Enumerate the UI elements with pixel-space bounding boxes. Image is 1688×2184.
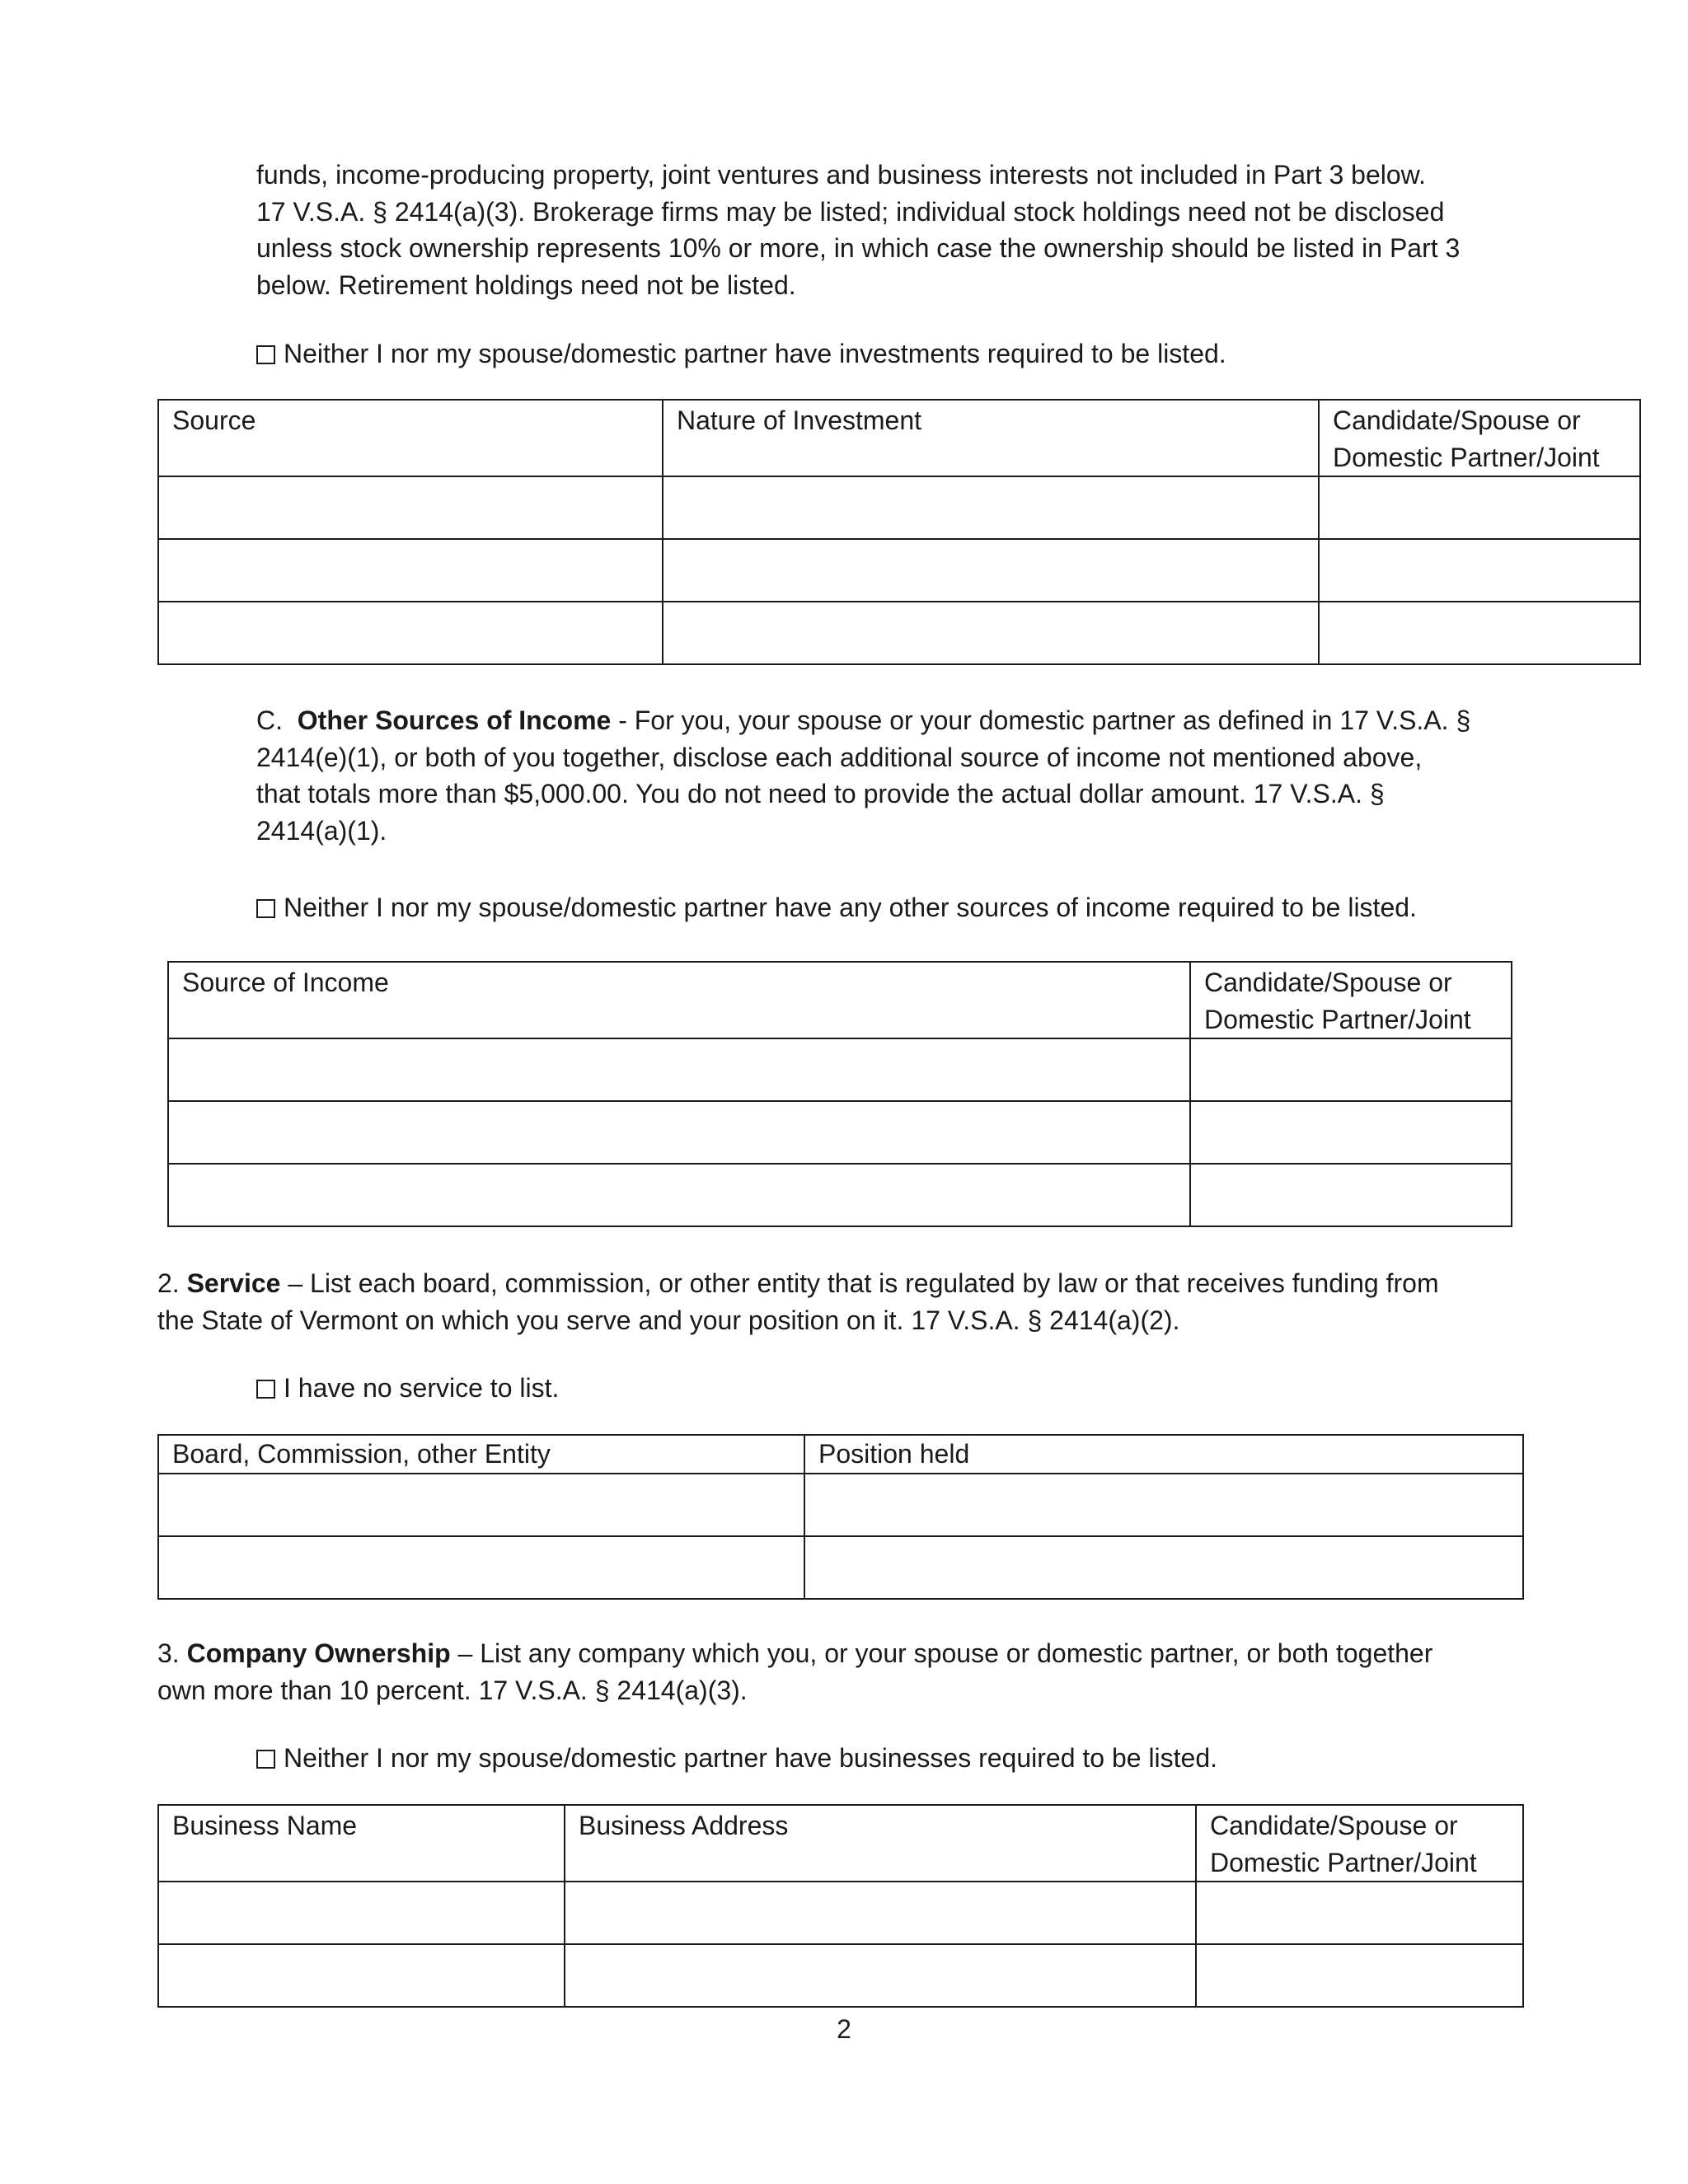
table-row xyxy=(158,1474,1523,1536)
table-cell[interactable] xyxy=(1196,1882,1523,1944)
table-cell[interactable] xyxy=(663,602,1319,664)
checkbox-icon[interactable] xyxy=(256,345,275,364)
investments-none-label: Neither I nor my spouse/domestic partner have investments required to be listed. xyxy=(284,339,1226,368)
investments-none-option[interactable] xyxy=(256,335,1226,372)
header-board-commission: Board, Commission, other Entity xyxy=(158,1435,804,1474)
table-row xyxy=(158,1536,1523,1599)
other-income-none-option[interactable] xyxy=(256,889,1417,926)
header-business-address: Business Address xyxy=(565,1805,1196,1882)
company-ownership-heading: Company Ownership xyxy=(186,1638,451,1668)
checkbox-icon[interactable] xyxy=(256,1750,275,1769)
table-header-row xyxy=(158,1805,1523,1882)
investments-intro xyxy=(256,157,1460,303)
company-ownership-prefix: 3. xyxy=(157,1638,187,1668)
table-cell[interactable] xyxy=(158,1944,565,2007)
other-income-prefix: C. xyxy=(256,705,298,735)
table-cell[interactable] xyxy=(168,1101,1190,1164)
header-business-name: Business Name xyxy=(158,1805,565,1882)
page-number: 2 xyxy=(837,2014,851,2044)
checkbox-icon[interactable] xyxy=(256,1380,275,1399)
other-income-intro-line-1 xyxy=(256,702,1470,739)
other-income-none-label: Neither I nor my spouse/domestic partner have any other sources of income required to be listed. xyxy=(284,893,1417,922)
service-intro xyxy=(157,1265,1439,1338)
other-income-heading: Other Sources of Income xyxy=(297,705,612,735)
table-row xyxy=(158,602,1640,664)
table-cell[interactable] xyxy=(168,1038,1190,1101)
other-income-intro-line-4: 2414(a)(1). xyxy=(256,815,387,846)
investments-intro-line-1: funds, income-producing property, joint ventures and business interests not included in Part 3 below. xyxy=(256,160,1426,190)
table-cell[interactable] xyxy=(1190,1038,1512,1101)
table-cell[interactable] xyxy=(1319,539,1640,602)
table-row xyxy=(168,1038,1512,1101)
header-source-of-income: Source of Income xyxy=(168,962,1190,1038)
investments-intro-line-4: below. Retirement holdings need not be listed. xyxy=(256,269,796,300)
table-cell[interactable] xyxy=(565,1882,1196,1944)
investments-intro-line-3: unless stock ownership represents 10% or more, in which case the ownership should be listed in Part 3 xyxy=(256,233,1461,263)
table-cell[interactable] xyxy=(1319,602,1640,664)
company-ownership-none-option[interactable] xyxy=(256,1740,1217,1776)
other-income-intro-line-3: that totals more than $5,000.00. You do not need to provide the actual dollar amount. 17 V.S.A. § xyxy=(256,779,1385,808)
header-source: Source xyxy=(158,400,663,476)
table-header-row xyxy=(168,962,1512,1038)
header-position-held: Position held xyxy=(804,1435,1523,1474)
header-candidate-spouse: Candidate/Spouse or Domestic Partner/Joint xyxy=(1196,1805,1523,1882)
table-cell[interactable] xyxy=(158,602,663,664)
company-ownership-table xyxy=(157,1804,1524,2008)
company-ownership-intro xyxy=(157,1635,1432,1708)
table-row xyxy=(158,539,1640,602)
table-cell[interactable] xyxy=(168,1164,1190,1226)
company-ownership-intro-line-1 xyxy=(157,1635,1432,1672)
table-row xyxy=(158,476,1640,539)
service-none-option[interactable] xyxy=(256,1370,559,1406)
service-prefix: 2. xyxy=(157,1268,187,1298)
table-cell[interactable] xyxy=(663,539,1319,602)
investments-table xyxy=(157,399,1641,665)
table-row xyxy=(158,1882,1523,1944)
table-cell[interactable] xyxy=(1190,1101,1512,1164)
other-income-intro-line-2: 2414(e)(1), or both of you together, disclose each additional source of income not mentioned above, xyxy=(256,742,1423,772)
header-nature-of-investment: Nature of Investment xyxy=(663,400,1319,476)
header-candidate-spouse: Candidate/Spouse or Domestic Partner/Joint xyxy=(1319,400,1640,476)
table-cell[interactable] xyxy=(158,1882,565,1944)
table-cell[interactable] xyxy=(663,476,1319,539)
company-ownership-none-label: Neither I nor my spouse/domestic partner have businesses required to be listed. xyxy=(284,1743,1218,1773)
service-heading: Service xyxy=(186,1268,281,1298)
table-cell[interactable] xyxy=(1319,476,1640,539)
other-income-intro-text: - For you, your spouse or your domestic partner as defined in 17 V.S.A. § xyxy=(611,705,1471,735)
table-row xyxy=(168,1101,1512,1164)
service-table xyxy=(157,1434,1524,1600)
table-cell[interactable] xyxy=(565,1944,1196,2007)
checkbox-icon[interactable] xyxy=(256,899,275,918)
service-intro-line-1 xyxy=(157,1265,1439,1302)
table-cell[interactable] xyxy=(1196,1944,1523,2007)
header-candidate-spouse: Candidate/Spouse or Domestic Partner/Joint xyxy=(1190,962,1512,1038)
table-cell[interactable] xyxy=(1190,1164,1512,1226)
table-row xyxy=(158,1944,1523,2007)
service-intro-text: – List each board, commission, or other entity that is regulated by law or that receives funding from xyxy=(280,1268,1439,1298)
table-row xyxy=(168,1164,1512,1226)
table-cell[interactable] xyxy=(158,1474,804,1536)
service-intro-line-2: the State of Vermont on which you serve and your position on it. 17 V.S.A. § 2414(a)(2). xyxy=(157,1305,1180,1335)
table-cell[interactable] xyxy=(158,476,663,539)
other-income-intro xyxy=(256,702,1470,849)
table-cell[interactable] xyxy=(804,1474,1523,1536)
table-cell[interactable] xyxy=(804,1536,1523,1599)
service-none-label: I have no service to list. xyxy=(284,1373,560,1403)
company-ownership-intro-text: – List any company which you, or your spouse or domestic partner, or both together xyxy=(450,1638,1433,1668)
table-cell[interactable] xyxy=(158,1536,804,1599)
table-cell[interactable] xyxy=(158,539,663,602)
company-ownership-intro-line-2: own more than 10 percent. 17 V.S.A. § 2414(a)(3). xyxy=(157,1675,748,1705)
other-income-table xyxy=(167,961,1512,1227)
investments-intro-line-2: 17 V.S.A. § 2414(a)(3). Brokerage firms may be listed; individual stock holdings need not be disclosed xyxy=(256,196,1445,227)
table-header-row xyxy=(158,1435,1523,1474)
table-header-row xyxy=(158,400,1640,476)
